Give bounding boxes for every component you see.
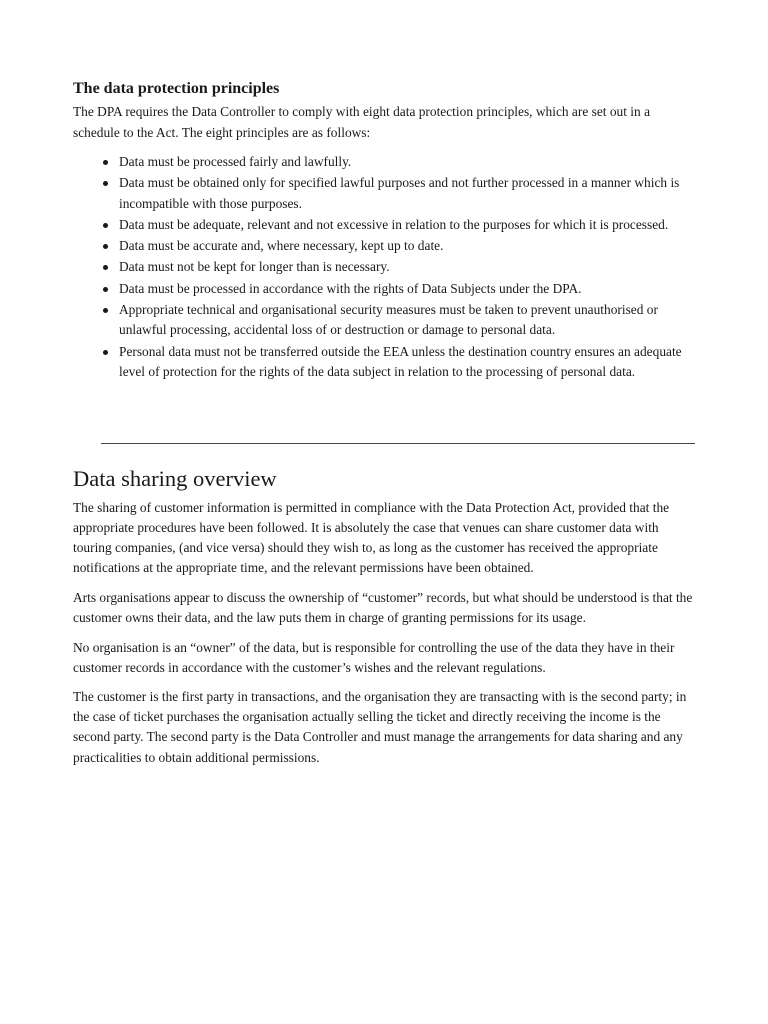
principle-item: Data must be adequate, relevant and not excessive in relation to the purposes for which it is processed.: [73, 215, 695, 235]
principles-list: [73, 152, 695, 383]
principles-intro: The DPA requires the Data Controller to comply with eight data protection principles, which are set out in a schedule to the Act. The eight principles are as follows:: [73, 104, 651, 140]
body-paragraph: The customer is the first party in transactions, and the organisation they are transacting with is the second party; in the case of ticket purchases the organisation actually selling the ticket and directly receiving the income is the second party. The second party is the Data Controller and must manage the arrangements for data sharing and any practicalities to obtain additional permissions.: [73, 689, 687, 765]
principle-item: Data must be accurate and, where necessary, kept up to date.: [73, 236, 695, 256]
body-paragraph: Arts organisations appear to discuss the ownership of “customer” records, but what should be understood is that the customer owns their data, and the law puts them in charge of granting permissions for its usage.: [73, 589, 693, 625]
principle-item: Appropriate technical and organisational security measures must be taken to prevent unauthorised or unlawful processing, accidental loss of or destruction or damage to personal data.: [73, 300, 695, 341]
data-sharing-body: [73, 498, 695, 777]
principle-item: Personal data must not be transferred outside the EEA unless the destination country ensures an adequate level of protection for the rights of the data subject in relation to the processing of personal data.: [73, 342, 695, 383]
principles-heading: The data protection principles: [73, 80, 280, 97]
body-paragraph: The sharing of customer information is permitted in compliance with the Data Protection Act, provided that the appropriate procedures have been followed. It is absolutely the case that venues can share customer data with touring companies, (and vice versa) should they wish to, as long as the customer has received the appropriate notifications at the appropriate time, and the relevant permissions have been obtained.: [73, 500, 670, 576]
principle-item: Data must not be kept for longer than is necessary.: [73, 257, 695, 277]
principle-item: Data must be processed in accordance with the rights of Data Subjects under the DPA.: [73, 279, 695, 299]
body-paragraph: No organisation is an “owner” of the data, but is responsible for controlling the use of the data they have in their customer records in accordance with the customer’s wishes and the relevant regulations.: [73, 639, 675, 675]
principle-item: Data must be processed fairly and lawfully.: [73, 152, 695, 172]
data-sharing-title: Data sharing overview: [73, 466, 277, 491]
principle-item: Data must be obtained only for specified lawful purposes and not further processed in a manner which is incompatible with those purposes.: [73, 173, 695, 214]
section-divider: [101, 443, 695, 444]
